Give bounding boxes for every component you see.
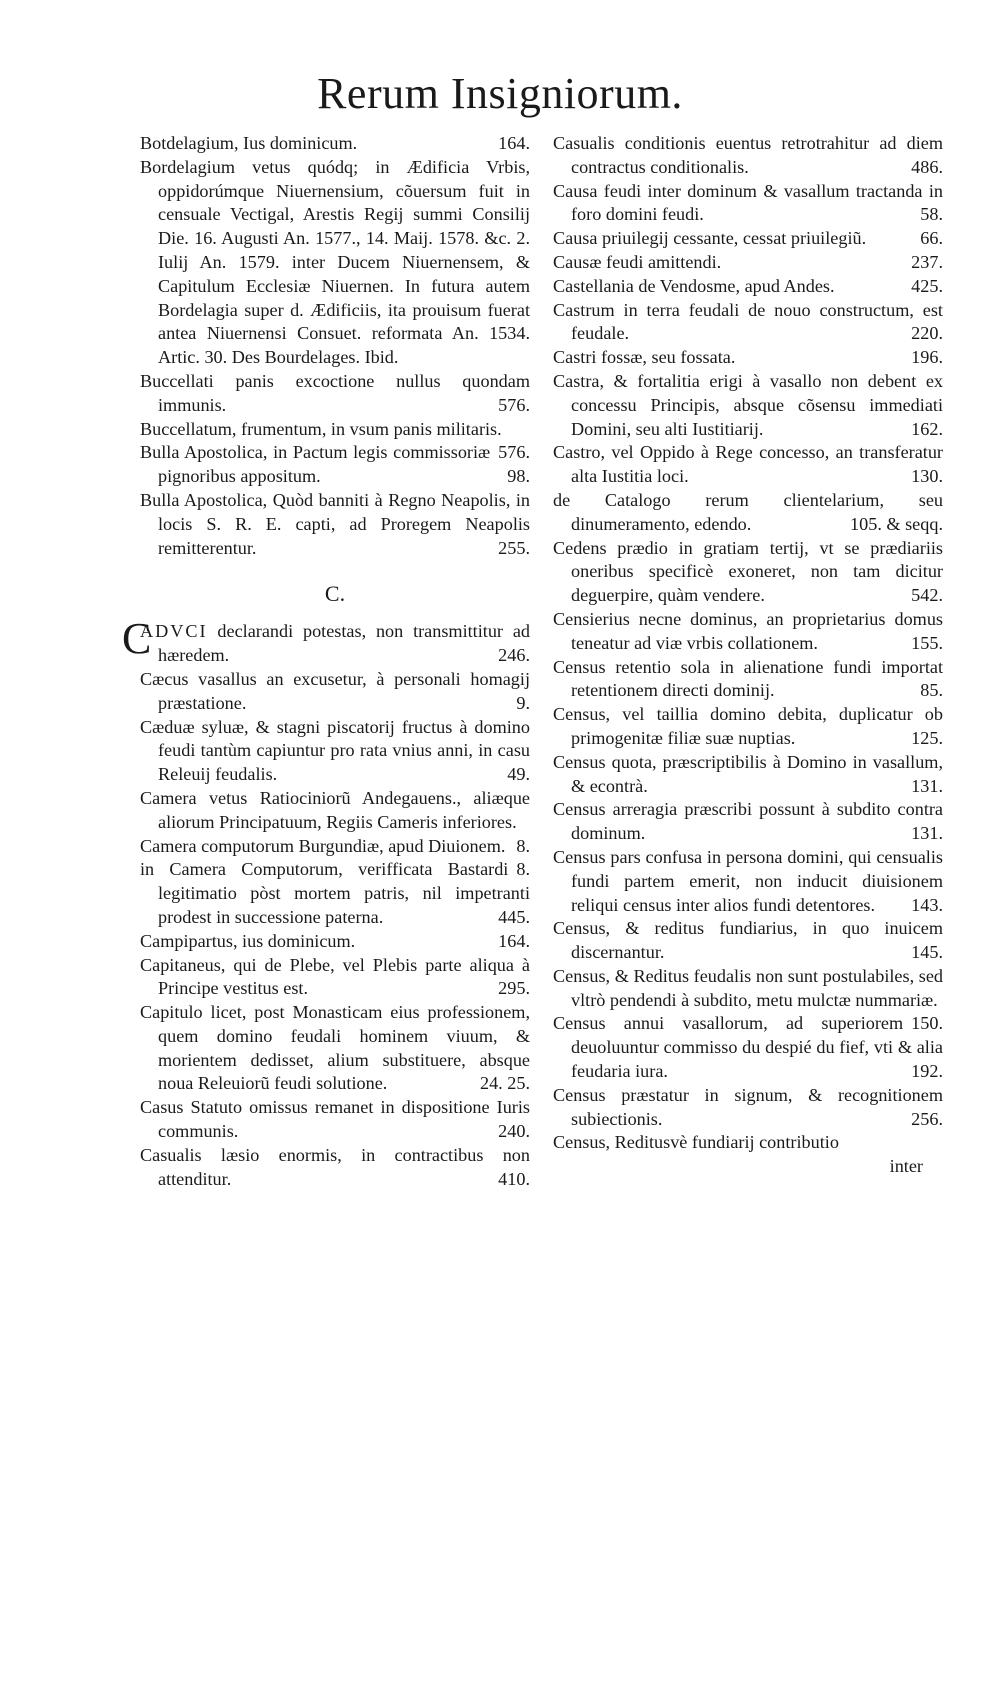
index-entry — [553, 656, 943, 704]
entry-text: Castri fossæ, seu fossata. — [553, 347, 736, 368]
entry-text: Capitaneus, qui de Plebe, vel Plebis parte aliqua à Principe vestitus est. — [140, 954, 530, 999]
entry-text: Census quota, præscriptibilis à Domino in vasallum, & econtrà. — [553, 751, 943, 796]
entry-page: 246. — [498, 645, 530, 666]
index-entry — [553, 846, 943, 917]
entry-page: 240. — [498, 1121, 530, 1142]
entry-text: Bordelagium vetus quódq; in Ædificia Vrbis, oppidorúmque Niuernensium, cõuersum fuit in censuale Vectigal, Arestis Regij summi Consilij Die. 16. Augusti An. 1577., 14. Maij. 1578. &c. 2. Iulij An. 1579. inter Ducem Niuernensem, & Capitulum Ecclesiæ Niuernen. In futura autem Bordelagia super d. Ædificiis, ita prouisum fuerat antea Niuernensi Consuet. reformata An. 1534. Artic. 30. Des Bourdelages. Ibid. — [140, 156, 530, 368]
entry-text: Census annui vasallorum, ad superiorem deuoluuntur commisso du despié du fief, vti & alia feudaria iura. — [553, 1013, 943, 1082]
entry-page: 49. — [507, 764, 530, 785]
entry-page: 8. — [516, 835, 530, 856]
entry-page: 255. — [498, 537, 530, 558]
index-entry — [553, 180, 943, 228]
index-entry — [553, 703, 943, 751]
entries-b — [140, 132, 530, 560]
index-entry — [553, 917, 943, 965]
index-entry — [140, 716, 530, 787]
entry-text: Cæcus vasallus an excusetur, à personali homagij præstatione. — [140, 668, 530, 713]
entry-text: Causa priuilegij cessante, cessat priuilegiũ. — [553, 228, 867, 249]
index-entry — [140, 1001, 530, 1096]
entry-page: 576. — [498, 442, 530, 463]
index-entry — [553, 537, 943, 608]
entry-page: 9. — [516, 692, 530, 713]
index-entry — [553, 251, 943, 275]
index-entry — [140, 370, 530, 418]
index-entry — [553, 489, 943, 537]
entry-page: 66. — [920, 228, 943, 249]
entry-text: Census, Reditusvè fundiarij contributio — [553, 1132, 839, 1153]
entry-text: Castrum in terra feudali de nouo constructum, est feudale. — [553, 299, 943, 344]
entry-text: Census, & Reditus feudalis non sunt postulabiles, sed vltrò pendendi à subdito, metu mulctæ nummariæ. — [553, 965, 943, 1010]
entry-page: 542. — [911, 585, 943, 606]
index-entry — [140, 1144, 530, 1192]
index-entry — [553, 1131, 943, 1155]
index-entry-initial — [122, 614, 530, 668]
index-entry — [140, 835, 530, 880]
entry-text: Capitulo licet, post Monasticam eius professionem, quem domino feudali hominem viuum, & morientem dedisset, alium substituere, absque noua Releuiorũ feudi solutione. — [140, 1002, 530, 1094]
entry-page: 220. — [911, 323, 943, 344]
entry-page: 192. — [911, 1061, 943, 1082]
entry-page: 486. — [911, 156, 943, 177]
index-entry — [140, 954, 530, 1002]
initial-caps: ADVCI — [140, 621, 208, 642]
entry-text: Buccellatum, frumentum, in vsum panis militaris. — [140, 418, 502, 439]
index-entry — [553, 227, 943, 251]
index-entry — [140, 418, 530, 463]
index-entry — [140, 858, 530, 929]
index-entry — [553, 1084, 943, 1132]
entry-page: 98. — [507, 466, 530, 487]
entry-text: Bulla Apostolica, Quòd banniti à Regno Neapolis, in locis S. R. E. capti, ad Proregem Neapolis remitterentur. — [140, 489, 530, 558]
entry-text: in Camera Computorum, verifficata Bastardi legitimatio pòst mortem patris, nil impetranti prodest in successione paterna. — [140, 859, 530, 927]
index-entry — [140, 156, 530, 370]
entry-page: 410. — [498, 1168, 530, 1189]
entry-text: Casus Statuto omissus remanet in dispositione Iuris communis. — [140, 1097, 530, 1142]
entry-text: de Catalogo rerum clientelarium, seu dinumeramento, edendo. — [553, 489, 943, 534]
entries-c-continued — [553, 132, 943, 1155]
entries-c — [140, 668, 530, 1192]
entry-page: 150. — [911, 1013, 943, 1034]
index-entry — [553, 608, 943, 656]
entry-text: Census pars confusa in persona domini, qui censualis fundi partem emerit, non inducit diuisionem reliqui census inter alios fundi detentores. — [553, 846, 943, 915]
entry-page: 8. — [516, 859, 530, 880]
entry-text: Casualis conditionis euentus retrotrahitur ad diem contractus conditionalis. — [553, 133, 943, 177]
running-title: Rerum Insigniorum. — [317, 69, 683, 118]
entry-text: Castra, & fortalitia erigi à vasallo non debent ex concessu Principis, absque cõsensu immediati Domini, seu alti Iustitiarij. — [553, 370, 943, 439]
index-entry — [140, 930, 530, 954]
entry-page: 24. 25. — [479, 1073, 530, 1094]
entry-text: Bulla Apostolica, in Pactum legis commissoriæ pignoribus appositum. — [140, 442, 491, 487]
entry-text: Botdelagium, Ius dominicum. — [140, 133, 358, 153]
index-column-right — [553, 132, 943, 1179]
entry-page: 85. — [920, 680, 943, 701]
entry-text: Census retentio sola in alienatione fundi importat retentionem directi dominij. — [553, 656, 943, 701]
index-entry — [553, 299, 943, 347]
entry-page: 155. — [911, 632, 943, 653]
index-entry — [553, 1012, 943, 1083]
entry-page: 162. — [911, 418, 943, 439]
index-column-left — [122, 132, 530, 1191]
entry-text: Camera computorum Burgundiæ, apud Diuionem. — [140, 835, 506, 856]
entry-page: 425. — [911, 275, 943, 296]
entry-page: 130. — [911, 466, 943, 487]
entry-text: Census, & reditus fundiarius, in quo inuicem discernantur. — [553, 918, 943, 963]
catchword: inter — [889, 1156, 923, 1177]
index-entry — [140, 441, 530, 489]
entry-text: Camera vetus Ratiociniorũ Andegauens., aliæque aliorum Principatuum, Regiis Cameris inferiores. — [140, 787, 530, 832]
index-entry — [553, 751, 943, 799]
index-entry — [553, 275, 943, 299]
index-entry — [140, 668, 530, 716]
index-entry — [553, 132, 943, 180]
entry-text: Castro, vel Oppido à Rege concesso, an transferatur alta Iustitia loci. — [553, 442, 943, 487]
entry-page: 58. — [920, 204, 943, 225]
entry-text: Census arreragia præscribi possunt à subdito contra dominum. — [553, 799, 943, 844]
entry-page: 105. & seqq. — [850, 513, 943, 534]
index-entry — [553, 441, 943, 489]
entry-text: declarandi potestas, non transmittitur ad hæredem. — [158, 621, 530, 666]
index-entry — [140, 132, 530, 156]
index-entry — [140, 1096, 530, 1144]
entry-page: 237. — [911, 251, 943, 272]
entry-page: 125. — [911, 727, 943, 748]
entry-page: 145. — [911, 942, 943, 963]
index-entry — [553, 346, 943, 370]
entry-text: Campipartus, ius dominicum. — [140, 930, 356, 951]
entry-text: Causa feudi inter dominum & vasallum tractanda in foro domini feudi. — [553, 180, 943, 225]
index-entry — [553, 798, 943, 846]
entry-page: 164. — [498, 930, 530, 951]
drop-cap: C — [122, 614, 152, 664]
entry-page: 256. — [911, 1108, 943, 1129]
entry-text: Census præstatur in signum, & recognitionem subiectionis. — [553, 1084, 943, 1129]
entry-page: 196. — [911, 347, 943, 368]
entry-page: 164. — [498, 133, 530, 153]
entry-text: Castellania de Vendosme, apud Andes. — [553, 275, 835, 296]
entry-page: 576. — [498, 394, 530, 415]
entry-page: 131. — [911, 823, 943, 844]
entry-page: 445. — [498, 906, 530, 927]
index-entry — [553, 370, 943, 441]
section-letter: C. — [324, 581, 346, 607]
entry-text: Cæduæ syluæ, & stagni piscatorij fructus à domino feudi tantùm capiuntur pro rata vnius anni, in casu Releuij feudalis. — [140, 716, 530, 785]
entry-text: Censierius necne dominus, an proprietarius domus teneatur ad viæ vrbis collationem. — [553, 608, 943, 653]
entry-page: 131. — [911, 775, 943, 796]
entry-page: 143. — [911, 894, 943, 915]
entry-text: Buccellati panis excoctione nullus quondam immunis. — [140, 370, 530, 415]
index-entry — [553, 965, 943, 1034]
entry-page: 295. — [498, 978, 530, 999]
entry-text: Casualis læsio enormis, in contractibus non attenditur. — [140, 1144, 530, 1189]
entry-text: Census, vel taillia domino debita, duplicatur ob primogenitæ filiæ suæ nuptias. — [553, 704, 943, 748]
index-entry — [140, 489, 530, 560]
entry-text: Cedens prædio in gratiam tertij, vt se prædiariis oneribus specificè exoneret, non tam dicitur deguerpire, quàm vendere. — [553, 537, 943, 606]
entry-text: Causæ feudi amittendi. — [553, 251, 722, 272]
